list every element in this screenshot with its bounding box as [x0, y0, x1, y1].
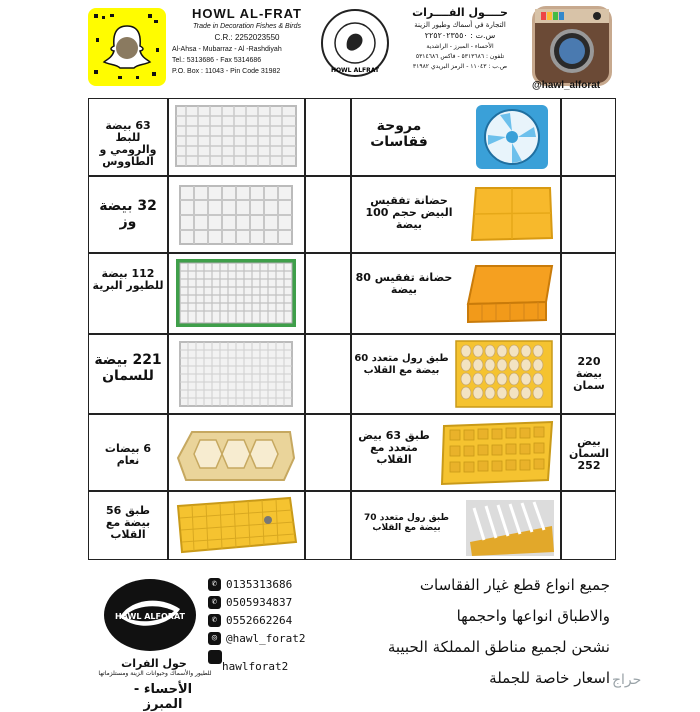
tel-ar: تلفون : ٥٣١٣٦٨٦ - فاكس ٥٣١٤٦٨٦ — [415, 53, 505, 60]
seal-text: HOWL ALFRAT — [330, 67, 380, 74]
phone-number[interactable]: 0135313686 — [226, 577, 293, 591]
cr-number-ar: س.ت : ٢٢٥٢٠٢٣٥٥٠ — [424, 31, 496, 40]
tray-56-image — [172, 494, 300, 562]
phone-icon: ✆ — [208, 614, 221, 627]
tray-63-multi-image — [436, 418, 556, 492]
snapchat-icon — [208, 650, 222, 664]
phone-row — [208, 575, 348, 593]
phone-icon: ✆ — [208, 578, 221, 591]
snapchat-code — [88, 8, 166, 86]
product-label: طبق رول متعدد 60 بيضة مع القلاب — [354, 353, 449, 376]
table-divider — [88, 252, 616, 254]
tray-63-image — [172, 103, 300, 173]
po-ar: ص.ب : ١١٠٤٣ - الرمز البريدي ٣١٩٨٢ — [412, 63, 508, 70]
product-label: حضانة تفقيس 80 بيضة — [355, 271, 453, 296]
hatcher-80-image — [458, 258, 556, 332]
roller-tray-70-image — [462, 496, 558, 564]
brand-city: الأحساء - المبرز — [133, 682, 193, 712]
address-ar: الأحساء - المبرز - الراشدية — [426, 43, 494, 50]
tray-32-image — [172, 180, 300, 252]
product-label: 63 بيضة للبط والرومي و الطاووس — [99, 119, 157, 168]
product-label: طبق 63 بيض متعدد مع القلاب — [358, 429, 430, 466]
promo-line: نشحن لجميع مناطق المملكة الحبيبة — [387, 638, 610, 656]
product-label: 112 بيضة للطيور البرية — [92, 267, 164, 292]
product-label: 6 بيضات نعام — [104, 442, 152, 467]
promo-line: جميع انواع قطع غيار الفقاسات — [419, 576, 610, 594]
logo-text: HAWL ALFORAT — [115, 612, 185, 621]
instagram-small-icon: ◎ — [208, 632, 221, 645]
instagram-handle: @hawl_alforat — [532, 80, 601, 91]
contact-list — [208, 575, 348, 647]
ostrich-tray-image — [172, 418, 300, 492]
phone-icon: ✆ — [208, 596, 221, 609]
company-info-ar — [395, 6, 525, 72]
tagline-ar: التجارة في أسماك وطيور الزينة — [414, 21, 506, 29]
brand-subtitle-ar: للطيور والأسماك وحيوانات الزينة ومستلزماتها — [98, 670, 212, 677]
watermark: حراج — [612, 672, 642, 688]
tel-en: Tel.: 5313686 - Fax 5314686 — [172, 57, 262, 64]
snapchat-handle[interactable]: hawlforat2 — [222, 660, 289, 673]
po-en: P.O. Box : 11043 - Pin Code 31982 — [172, 68, 281, 75]
company-name-ar: حــــول الفــــرات — [412, 6, 508, 19]
table-divider — [88, 333, 616, 335]
instagram-handle-footer[interactable]: @hawl_forat2 — [226, 631, 306, 645]
product-label: 220 بيضة سمان — [573, 355, 605, 392]
promo-line: اسعار خاصة للجملة — [489, 669, 610, 687]
table-divider — [88, 175, 616, 177]
promo-line: والاطباق انواعها واحجمها — [456, 607, 610, 625]
product-label: طبق 56 بيضة مع القلاب — [105, 504, 151, 541]
product-label: مروحة فقاسات — [370, 118, 428, 150]
address-en: Al-Ahsa - Mubarraz - Al -Rashdiyah — [172, 46, 282, 53]
product-label: بيض السمان 252 — [569, 435, 609, 472]
phone-row — [208, 611, 348, 629]
hatcher-100-image — [466, 180, 556, 252]
company-seal — [320, 8, 390, 78]
product-label: 221 بيضة للسمان — [94, 352, 162, 384]
company-info-en — [172, 6, 322, 77]
tray-221-image — [172, 338, 300, 414]
instagram-row — [208, 629, 348, 647]
cr-number: C.R.: 2252023550 — [214, 33, 280, 42]
brand-name-ar: حول الفرات — [121, 657, 187, 670]
instagram-icon — [532, 6, 612, 86]
product-label: 32 بيضة وز — [99, 198, 157, 230]
product-label: طبق رول متعدد 70 بيضة مع القلاب — [364, 513, 449, 533]
phone-row — [208, 593, 348, 611]
company-name-en: HOWL AL-FRAT — [192, 6, 302, 21]
roller-tray-60-image — [452, 337, 556, 415]
product-label: حضانة تفقيس البيض حجم 100 بيضة — [365, 194, 453, 231]
tagline-en: Trade in Decoration Fishes & Birds — [192, 23, 302, 30]
phone-number[interactable]: 0552662264 — [226, 613, 293, 627]
promo-text — [350, 570, 610, 694]
phone-number[interactable]: 0505934837 — [226, 595, 293, 609]
incubator-fan-image — [470, 103, 555, 175]
tray-112-image — [172, 256, 300, 334]
